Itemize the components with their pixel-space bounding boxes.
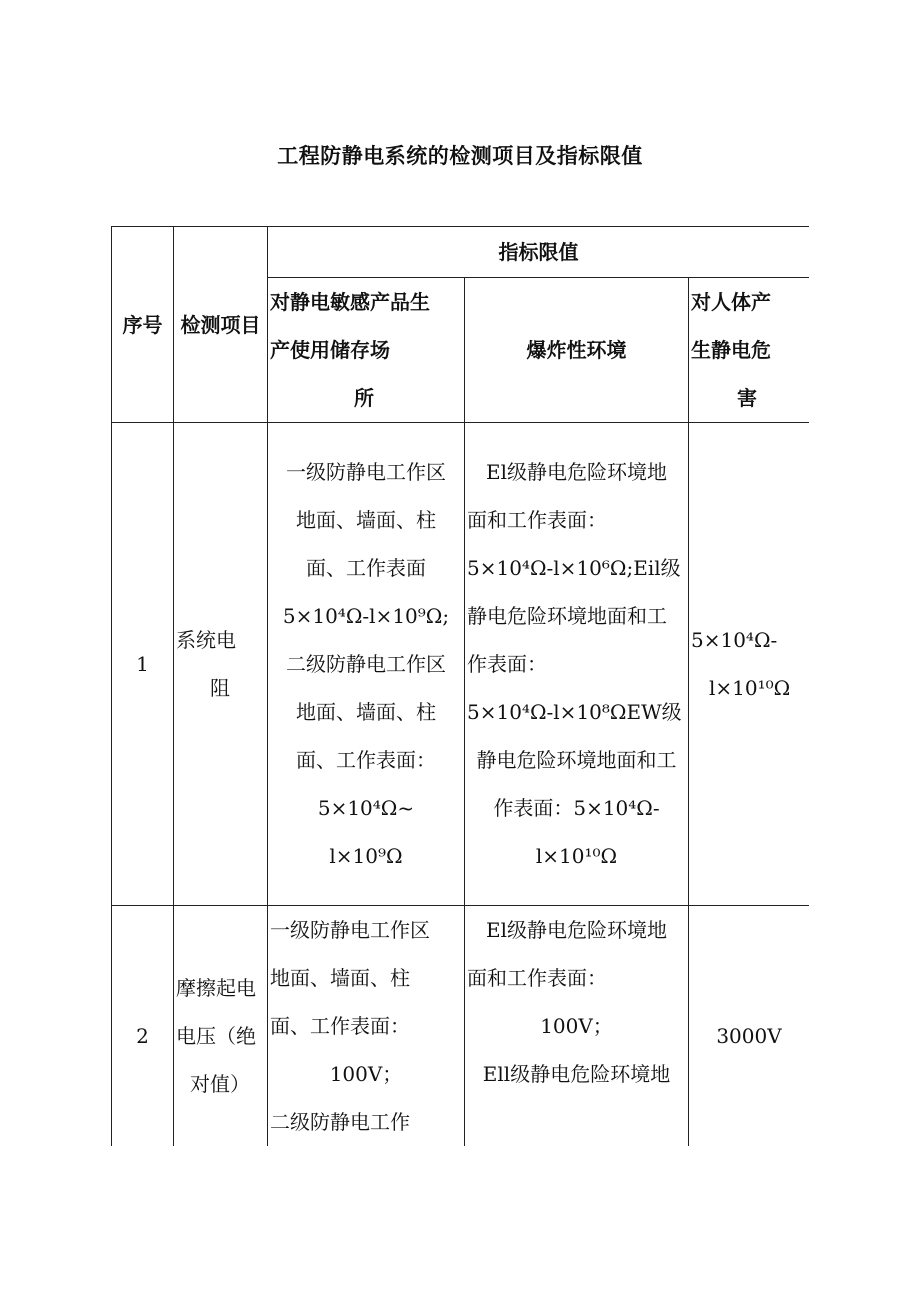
row1-b-line: 静电危险环境地面和工 [467, 604, 667, 628]
row2-b-line: Ell级静电危险环境地 [482, 1062, 671, 1086]
row2-sensitive-limits [268, 906, 465, 1147]
row2-item-line: 电压（绝 [176, 1023, 256, 1048]
row1-c-line: l×10¹⁰Ω [709, 676, 791, 700]
row1-b-line: 面和工作表面： [467, 508, 607, 532]
row1-sensitive-limits [268, 423, 465, 906]
row2-b-line: 面和工作表面： [467, 966, 607, 990]
row1-a-line: l×10⁹Ω [329, 844, 403, 868]
row1-a-line: 5×10⁴Ω-l×10⁹Ω; [282, 604, 450, 628]
row2-b-line: El级静电危险环境地 [486, 918, 667, 942]
row2-a-line: 一级防静电工作区 [270, 918, 430, 942]
row1-b-line: 5×10⁴Ω-l×10⁸ΩEW级 [467, 700, 682, 724]
limits-table-wrapper [111, 226, 809, 1146]
row1-a-line: 地面、墙面、柱 [296, 700, 436, 724]
header-a-line: 所 [354, 386, 374, 410]
row1-item-line: 阻 [210, 676, 230, 700]
row1-a-line: 地面、墙面、柱 [296, 508, 436, 532]
header-a-line: 对静电敏感产品生 [270, 290, 430, 314]
row1-a-line: 一级防静电工作区 [286, 460, 446, 484]
row1-a-line: 面、工作表面： [296, 748, 436, 772]
header-a-line: 产使用储存场 [270, 338, 390, 362]
table-row [112, 906, 810, 1147]
page-title: 工程防静电系统的检测项目及指标限值 [277, 144, 643, 168]
row1-human-limits [689, 423, 810, 906]
row2-a-line: 面、工作表面： [270, 1014, 410, 1038]
row1-item-line: 系统电 [176, 628, 236, 652]
row1-c-line: 5×10⁴Ω- [691, 628, 778, 652]
row2-human-limits: 3000V [689, 906, 810, 1147]
row1-b-line: 作表面： [467, 652, 547, 676]
header-c-line: 对人体产 [691, 290, 771, 314]
header-item: 检测项目 [174, 227, 268, 423]
row1-b-line: l×10¹⁰Ω [535, 844, 618, 868]
row2-seq: 2 [112, 906, 174, 1147]
row2-item [174, 906, 268, 1147]
row1-b-line: 5×10⁴Ω-l×10⁶Ω;Eil级 [467, 556, 681, 580]
row2-a-line: 二级防静电工作 [270, 1110, 410, 1134]
row1-seq: 1 [112, 423, 174, 906]
row2-a-line: 100V； [329, 1062, 403, 1086]
row1-item [174, 423, 268, 906]
header-sensitive-products [268, 278, 465, 423]
header-c-line: 害 [737, 386, 757, 410]
table-row [112, 423, 810, 906]
row1-a-line: 5×10⁴Ω~ [317, 796, 415, 820]
row1-a-line: 面、工作表面 [306, 556, 426, 580]
row2-explosive-limits [465, 906, 689, 1147]
row2-a-line: 地面、墙面、柱 [270, 966, 410, 990]
header-limits: 指标限值 [268, 227, 810, 278]
limits-table [111, 226, 809, 1146]
row2-item-line: 对值） [190, 1071, 250, 1096]
row1-a-line: 二级防静电工作区 [286, 652, 446, 676]
header-c-line: 生静电危 [691, 338, 771, 362]
header-seq: 序号 [112, 227, 174, 423]
row2-item-line: 摩擦起电 [176, 975, 256, 1000]
row1-explosive-limits [465, 423, 689, 906]
row1-b-line: 静电危险环境地面和工 [476, 748, 677, 772]
row1-b-line: 作表面：5×10⁴Ω- [493, 796, 660, 820]
header-explosive-env: 爆炸性环境 [465, 278, 689, 423]
row2-b-line: 100V； [540, 1014, 613, 1038]
row1-b-line: El级静电危险环境地 [486, 460, 667, 484]
header-human-hazard [689, 278, 810, 423]
